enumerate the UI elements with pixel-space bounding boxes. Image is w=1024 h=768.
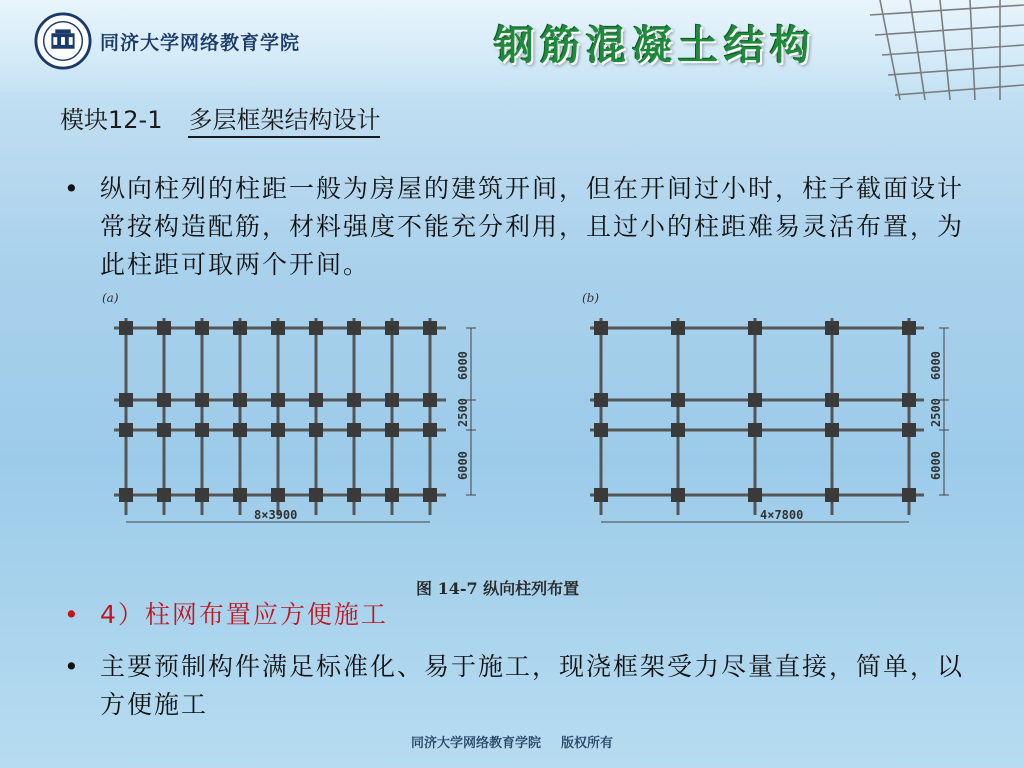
rebar-cage-illustration bbox=[840, 0, 1024, 100]
bullet-text: 纵向柱列的柱距一般为房屋的建筑开间，但在开间过小时，柱子截面设计常按构造配筋，材料强度不能充分利用，且过小的柱距难易灵活布置，为此柱距可取两个开间。 bbox=[100, 174, 965, 279]
bullet-marker: • bbox=[64, 600, 79, 629]
panel-b-span-label: 4×7800 bbox=[760, 508, 804, 522]
institution-logo bbox=[34, 12, 300, 70]
footer bbox=[0, 732, 1024, 751]
bullet-item bbox=[64, 648, 964, 724]
course-title: 钢筋混凝土结构 bbox=[494, 23, 816, 69]
bullet-text: 4）柱网布置应方便施工 bbox=[100, 600, 388, 629]
figure-caption: 图 14-7 纵向柱列布置 bbox=[416, 579, 580, 598]
bullet-marker: • bbox=[64, 174, 79, 203]
panel-b-dimension-lines bbox=[601, 328, 949, 522]
panel-b-dim-2: 2500 bbox=[929, 398, 943, 427]
bullet-item bbox=[64, 170, 984, 284]
bullet-text: 主要预制构件满足标准化、易于施工，现浇框架受力尽量直接，简单，以方便施工 bbox=[100, 652, 965, 719]
panel-a-dim-3: 6000 bbox=[456, 451, 470, 480]
panel-b-label: (b) bbox=[582, 291, 600, 305]
bullet-marker: • bbox=[64, 652, 79, 681]
panel-b-grid bbox=[590, 318, 924, 515]
bullet-item bbox=[64, 596, 664, 634]
column-grid-figure bbox=[96, 290, 956, 550]
footer-copyright: 版权所有 bbox=[561, 736, 614, 751]
institution-name: 同济大学网络教育学院 bbox=[100, 31, 301, 54]
panel-a-dim-1: 6000 bbox=[456, 351, 470, 380]
panel-b-dim-1: 6000 bbox=[929, 351, 943, 380]
module-code: 模块12-1 bbox=[60, 106, 163, 134]
footer-institution: 同济大学网络教育学院 bbox=[410, 736, 541, 751]
panel-a-span-label: 8×3900 bbox=[254, 508, 298, 522]
panel-b-dim-3: 6000 bbox=[929, 451, 943, 480]
panel-a-label: (a) bbox=[102, 291, 119, 305]
panel-a-grid bbox=[114, 318, 446, 515]
university-seal-icon bbox=[34, 12, 92, 70]
panel-a-dim-2: 2500 bbox=[456, 398, 470, 427]
module-heading bbox=[60, 100, 380, 135]
module-topic: 多层框架结构设计 bbox=[188, 106, 380, 138]
